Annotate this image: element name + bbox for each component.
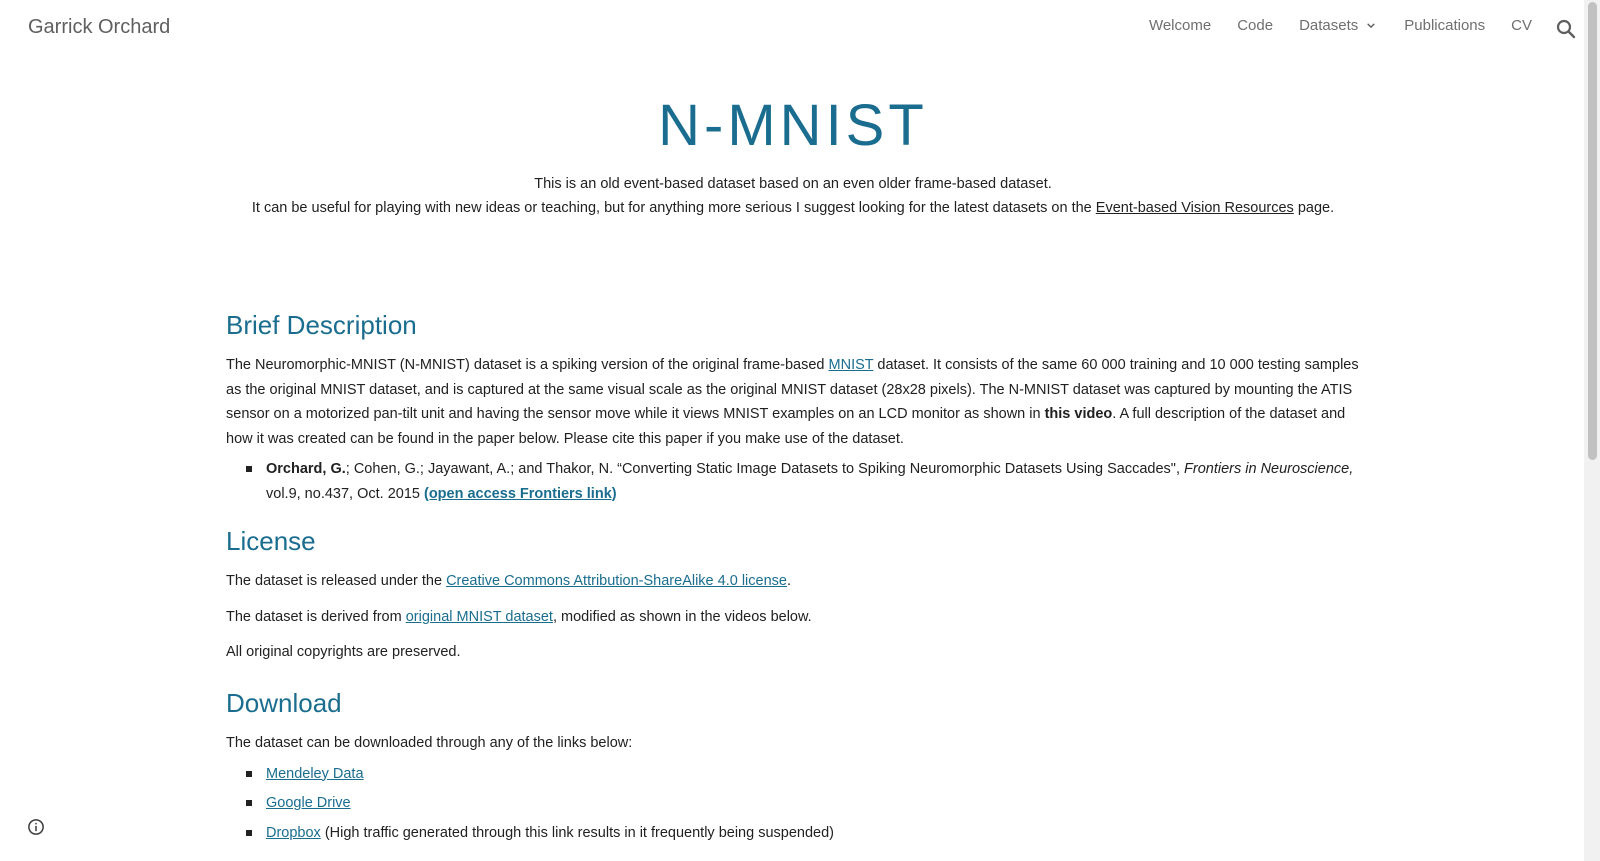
download-heading: Download	[226, 688, 342, 718]
scrollbar[interactable]	[1584, 0, 1600, 861]
cc-license-link[interactable]: Creative Commons Attribution-ShareAlike 4.0 license	[446, 573, 787, 589]
site-title[interactable]: Garrick Orchard	[28, 16, 171, 38]
download-section	[226, 688, 1360, 845]
mnist-link[interactable]: MNIST	[828, 357, 874, 373]
bullet	[246, 800, 252, 806]
bullet	[246, 830, 252, 836]
event-based-vision-resources-link[interactable]: Event-based Vision Resources	[1095, 200, 1294, 216]
list-item	[226, 762, 1360, 787]
list-item: Dropbox (High traffic generated through this link results in it frequently being suspended)	[226, 821, 1360, 846]
nav-label: Publications	[1404, 17, 1486, 34]
nav-item-cv[interactable]	[1511, 17, 1532, 34]
nav-label: Welcome	[1148, 17, 1212, 34]
top-bar	[0, 0, 1600, 58]
intro-line-2: It can be useful for playing with new ideas or teaching, but for anything more serious I suggest looking for the latest datasets on the Event-based Vision Resources page.	[251, 200, 1335, 216]
intro-text	[226, 172, 1360, 220]
list-item	[226, 791, 1360, 816]
search-icon[interactable]	[1554, 17, 1578, 41]
citation-item: Orchard, G.; Cohen, G.; Jayawant, A.; and Thakor, N. “Converting Static Image Datasets to Spiking Neuromorphic Datasets Using Saccades", Frontiers in Neuroscience, vol.9, no.437, Oct. 2015 (open access Frontiers link)	[226, 457, 1360, 506]
brief-description-heading: Brief Description	[226, 310, 417, 340]
license-heading: License	[226, 526, 316, 556]
license-section	[226, 526, 1360, 665]
download-intro: The dataset can be downloaded through any of the links below:	[226, 735, 633, 751]
brief-description-text: The Neuromorphic-MNIST (N-MNIST) dataset is a spiking version of the original frame-based MNIST dataset. It consists of the same 60 000 training and 10 000 testing samples as the original MNIST dataset, and is captured at the same visual scale as the original MNIST dataset (28x28 pixels). The N-MNIST dataset was captured by mounting the ATIS sensor on a motorized pan-tilt unit and having the sensor move while it views MNIST examples on an LCD monitor as shown in this video. A full description of the dataset and how it was created can be found in the paper below. Please cite this paper if you make use of the dataset.	[226, 357, 1359, 447]
frontiers-link[interactable]: (open access Frontiers link)	[424, 485, 617, 502]
chevron-down-icon[interactable]	[1364, 19, 1378, 33]
license-line-2: The dataset is derived from original MNIST dataset, modified as shown in the videos below.	[226, 608, 812, 625]
dropbox-link[interactable]: Dropbox	[266, 824, 321, 841]
intro-line-1: This is an old event-based dataset based on an even older frame-based dataset.	[534, 176, 1052, 192]
page-title: N-MNIST	[658, 93, 928, 158]
nav-item-code[interactable]	[1237, 17, 1273, 34]
license-line-3: All original copyrights are preserved.	[226, 644, 461, 660]
nav-item-datasets[interactable]	[1299, 17, 1378, 34]
info-icon[interactable]	[27, 818, 45, 836]
mendeley-data-link[interactable]: Mendeley Data	[266, 765, 364, 782]
this-video-text: this video	[1044, 406, 1113, 422]
nav-label: Datasets	[1299, 17, 1359, 34]
bullet	[246, 771, 252, 777]
scrollbar-thumb[interactable]	[1588, 2, 1597, 460]
nav-label: Code	[1237, 17, 1274, 34]
main-nav	[1123, 17, 1532, 34]
license-line-1: The dataset is released under the Creative Commons Attribution-ShareAlike 4.0 license.	[226, 573, 791, 589]
nav-label: CV	[1511, 17, 1532, 34]
brief-description-section	[226, 310, 1360, 506]
bullet	[246, 466, 252, 472]
google-drive-link[interactable]: Google Drive	[266, 795, 351, 811]
nav-item-publications[interactable]	[1404, 17, 1485, 34]
nav-item-welcome[interactable]	[1149, 17, 1211, 34]
original-mnist-link[interactable]: original MNIST dataset	[405, 608, 553, 625]
